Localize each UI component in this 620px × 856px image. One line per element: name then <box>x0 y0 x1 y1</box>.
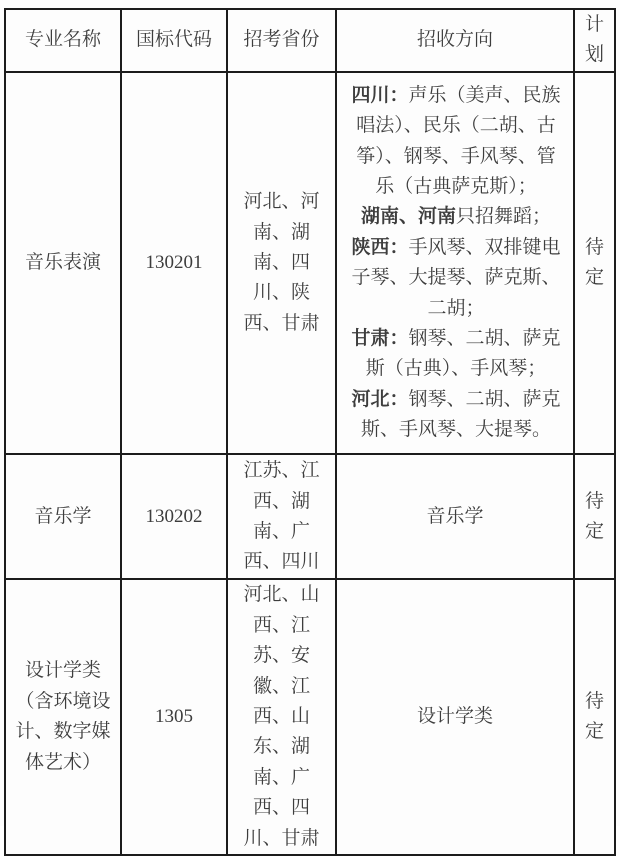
major-name-cell: 音乐学 <box>5 454 121 579</box>
plan-cell: 待定 <box>574 454 615 579</box>
direction-text: 手风琴、双排键电子琴、大提琴、萨克斯、二胡； <box>351 236 561 319</box>
plan-cell: 待定 <box>574 72 615 455</box>
direction-text: 钢琴、二胡、萨克斯、手风琴、大提琴。 <box>360 388 561 441</box>
major-name-cell: 设计学类（含环境设计、数字媒体艺术） <box>5 579 121 855</box>
direction-province-bold: 甘肃： <box>351 327 409 349</box>
direction-province-bold: 湖南、河南 <box>360 206 456 228</box>
direction-paragraph <box>350 324 562 385</box>
header-exam-provinces: 招考省份 <box>227 9 336 72</box>
direction-province-bold: 陕西： <box>351 236 409 258</box>
header-plan: 计划 <box>574 9 615 72</box>
admission-direction-cell: 音乐学 <box>336 454 574 579</box>
direction-province-bold: 河北： <box>351 388 409 410</box>
direction-province-bold: 四川： <box>351 84 409 106</box>
admission-direction-cell <box>336 72 574 455</box>
admissions-table <box>4 8 616 856</box>
header-admission-direction: 招收方向 <box>336 9 574 72</box>
table-row <box>5 72 615 455</box>
exam-provinces-cell: 河北、河南、湖南、四川、陕西、甘肃 <box>227 72 336 455</box>
header-national-code: 国标代码 <box>121 9 227 72</box>
plan-cell: 待定 <box>574 579 615 855</box>
direction-paragraph <box>350 233 562 324</box>
direction-paragraph <box>350 202 562 232</box>
exam-provinces-cell: 河北、山西、江苏、安徽、江西、山东、湖南、广西、四川、甘肃 <box>227 579 336 855</box>
major-name-cell: 音乐表演 <box>5 72 121 455</box>
header-major-name: 专业名称 <box>5 9 121 72</box>
national-code-cell: 130201 <box>121 72 227 455</box>
admission-direction-cell: 设计学类 <box>336 579 574 855</box>
direction-paragraph <box>350 385 562 446</box>
direction-text: 钢琴、二胡、萨克斯（古典）、手风琴； <box>365 327 561 380</box>
direction-text: 只招舞蹈； <box>456 206 552 228</box>
national-code-cell: 1305 <box>121 579 227 855</box>
exam-provinces-cell: 江苏、江西、湖南、广西、四川 <box>227 454 336 579</box>
direction-paragraph <box>350 81 562 203</box>
table-row <box>5 579 615 855</box>
direction-text: 声乐（美声、民族唱法）、民乐（二胡、古筝）、钢琴、手风琴、管乐（古典萨克斯）； <box>356 84 561 197</box>
table-header-row <box>5 9 615 72</box>
national-code-cell: 130202 <box>121 454 227 579</box>
table-row <box>5 454 615 579</box>
